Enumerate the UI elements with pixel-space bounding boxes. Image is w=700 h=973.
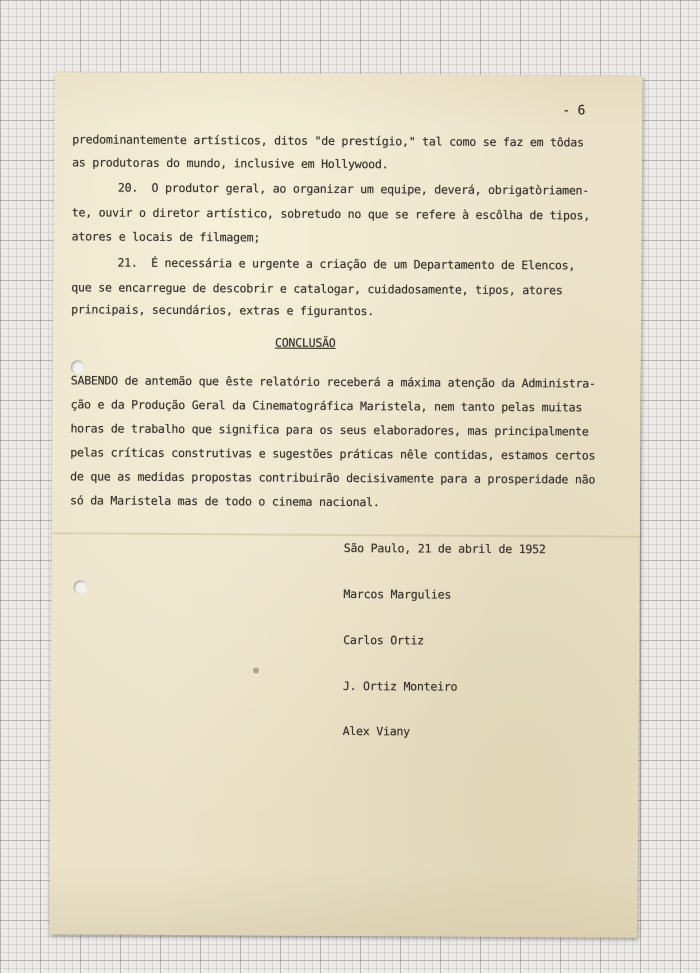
conclusion-line: SABENDO de antemão que êste relatório receberá a máxima atenção da Administra- (70, 373, 596, 391)
conclusion-line: só da Maristela mas de todo o cinema nacional. (69, 493, 380, 510)
section-heading: CONCLUSÃO (274, 335, 336, 350)
punch-hole (73, 580, 87, 594)
item-20-line: atores e locais de filmagem; (71, 229, 261, 245)
conclusion-line: de que as medidas propostas contribuirão decisivamente para a prosperidade não (70, 469, 596, 487)
signatory-name: Carlos Ortiz (343, 632, 424, 648)
conclusion-line: pelas críticas construtivas e sugestões práticas nêle contidas, estamos certos (70, 445, 596, 463)
signatory-name: Marcos Margulies (343, 586, 452, 602)
signatory-name: J. Ortiz Monteiro (342, 678, 458, 694)
paper-fold (52, 532, 640, 538)
signatory-name: Alex Viany (342, 723, 410, 739)
signature-date: São Paulo, 21 de abril de 1952 (343, 540, 546, 557)
item-21-line: 21. É necessária e urgente a criação de um Departamento de Elencos, (117, 255, 576, 273)
conclusion-line: horas de trabalho que significa para os seus elaboradores, mas principalmente (70, 421, 589, 439)
page-number: - 6 (562, 103, 586, 119)
typed-document-page (49, 72, 642, 938)
item-20-line: te, ouvir o diretor artístico, sobretudo no que se refere à escôlha de tipos, (71, 205, 591, 223)
stain-spot (253, 667, 259, 673)
body-text-line: predominantemente artísticos, ditos "de prestígio," tal como se faz em tôdas (72, 132, 584, 150)
conclusion-line: ção e da Produção Geral da Cinematográfica Maristela, nem tanto pelas muitas (70, 397, 583, 415)
body-text-line: as produtoras do mundo, inclusive em Hollywood. (72, 155, 389, 172)
item-20-line: 20. O produtor geral, ao organizar um equipe, deverá, obrigatòriamen- (117, 180, 590, 198)
item-21-line: principais, secundários, extras e figurantos. (71, 302, 375, 319)
item-21-line: que se encarregue de descobrir e catalogar, cuidadosamente, tipos, atores (71, 280, 563, 298)
punch-hole (71, 360, 85, 374)
